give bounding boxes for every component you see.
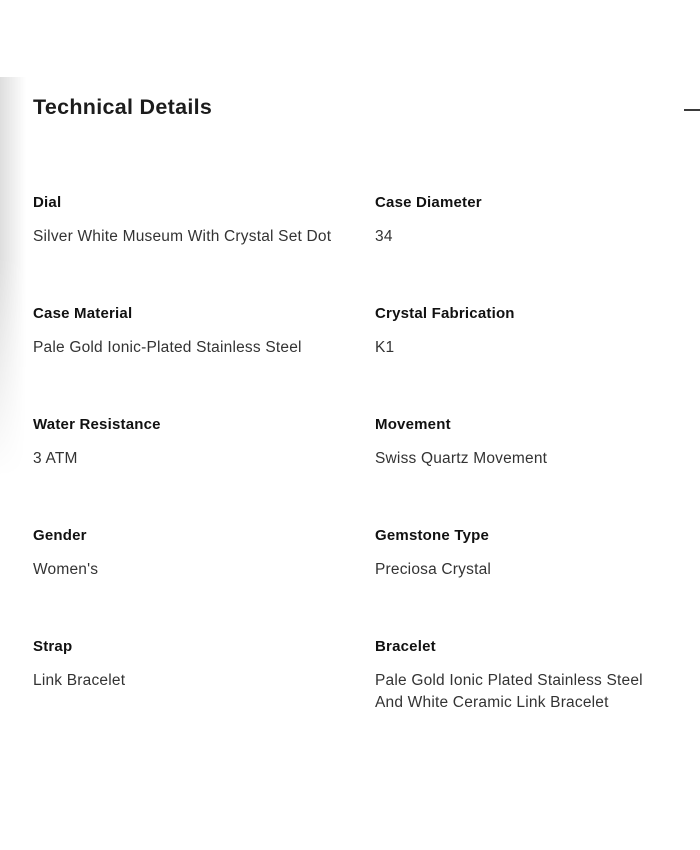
spec-value: 3 ATM — [33, 450, 78, 467]
spec-case-diameter — [375, 192, 687, 248]
collapse-section-button[interactable] — [684, 108, 700, 112]
spec-label: Gemstone Type — [375, 527, 490, 544]
technical-details-panel — [0, 77, 700, 797]
spec-crystal-fabrication — [375, 303, 687, 359]
spec-water-resistance — [33, 414, 375, 470]
spec-label: Water Resistance — [33, 416, 161, 433]
spec-label: Strap — [33, 638, 73, 655]
spec-value: Silver White Museum With Crystal Set Dot — [33, 228, 332, 245]
spec-value: Pale Gold Ionic Plated Stainless Steel And White Ceramic Link Bracelet — [375, 672, 643, 711]
spec-dial — [33, 192, 375, 248]
spec-strap — [33, 636, 375, 692]
specs-grid — [33, 192, 687, 714]
spec-label: Case Diameter — [375, 194, 482, 211]
spec-bracelet — [375, 636, 687, 714]
spec-gender — [33, 525, 375, 581]
panel-left-shadow — [0, 77, 26, 477]
spec-label: Crystal Fabrication — [375, 305, 515, 322]
spec-value: Women's — [33, 561, 99, 578]
spec-label: Dial — [33, 194, 62, 211]
spec-value: Swiss Quartz Movement — [375, 450, 548, 467]
spec-movement — [375, 414, 687, 470]
spec-label: Movement — [375, 416, 451, 433]
spec-value: 34 — [375, 228, 393, 245]
minus-icon — [684, 109, 700, 112]
technical-details-accordion-header[interactable] — [0, 94, 700, 134]
spec-case-material — [33, 303, 375, 359]
spec-value: Link Bracelet — [33, 672, 126, 689]
spec-value: Pale Gold Ionic-Plated Stainless Steel — [33, 339, 302, 356]
spec-gemstone-type — [375, 525, 687, 581]
spec-value: Preciosa Crystal — [375, 561, 492, 578]
spec-label: Gender — [33, 527, 87, 544]
spec-value: K1 — [375, 339, 395, 356]
spec-label: Bracelet — [375, 638, 436, 655]
spec-label: Case Material — [33, 305, 133, 322]
panel-title: Technical Details — [33, 95, 213, 119]
